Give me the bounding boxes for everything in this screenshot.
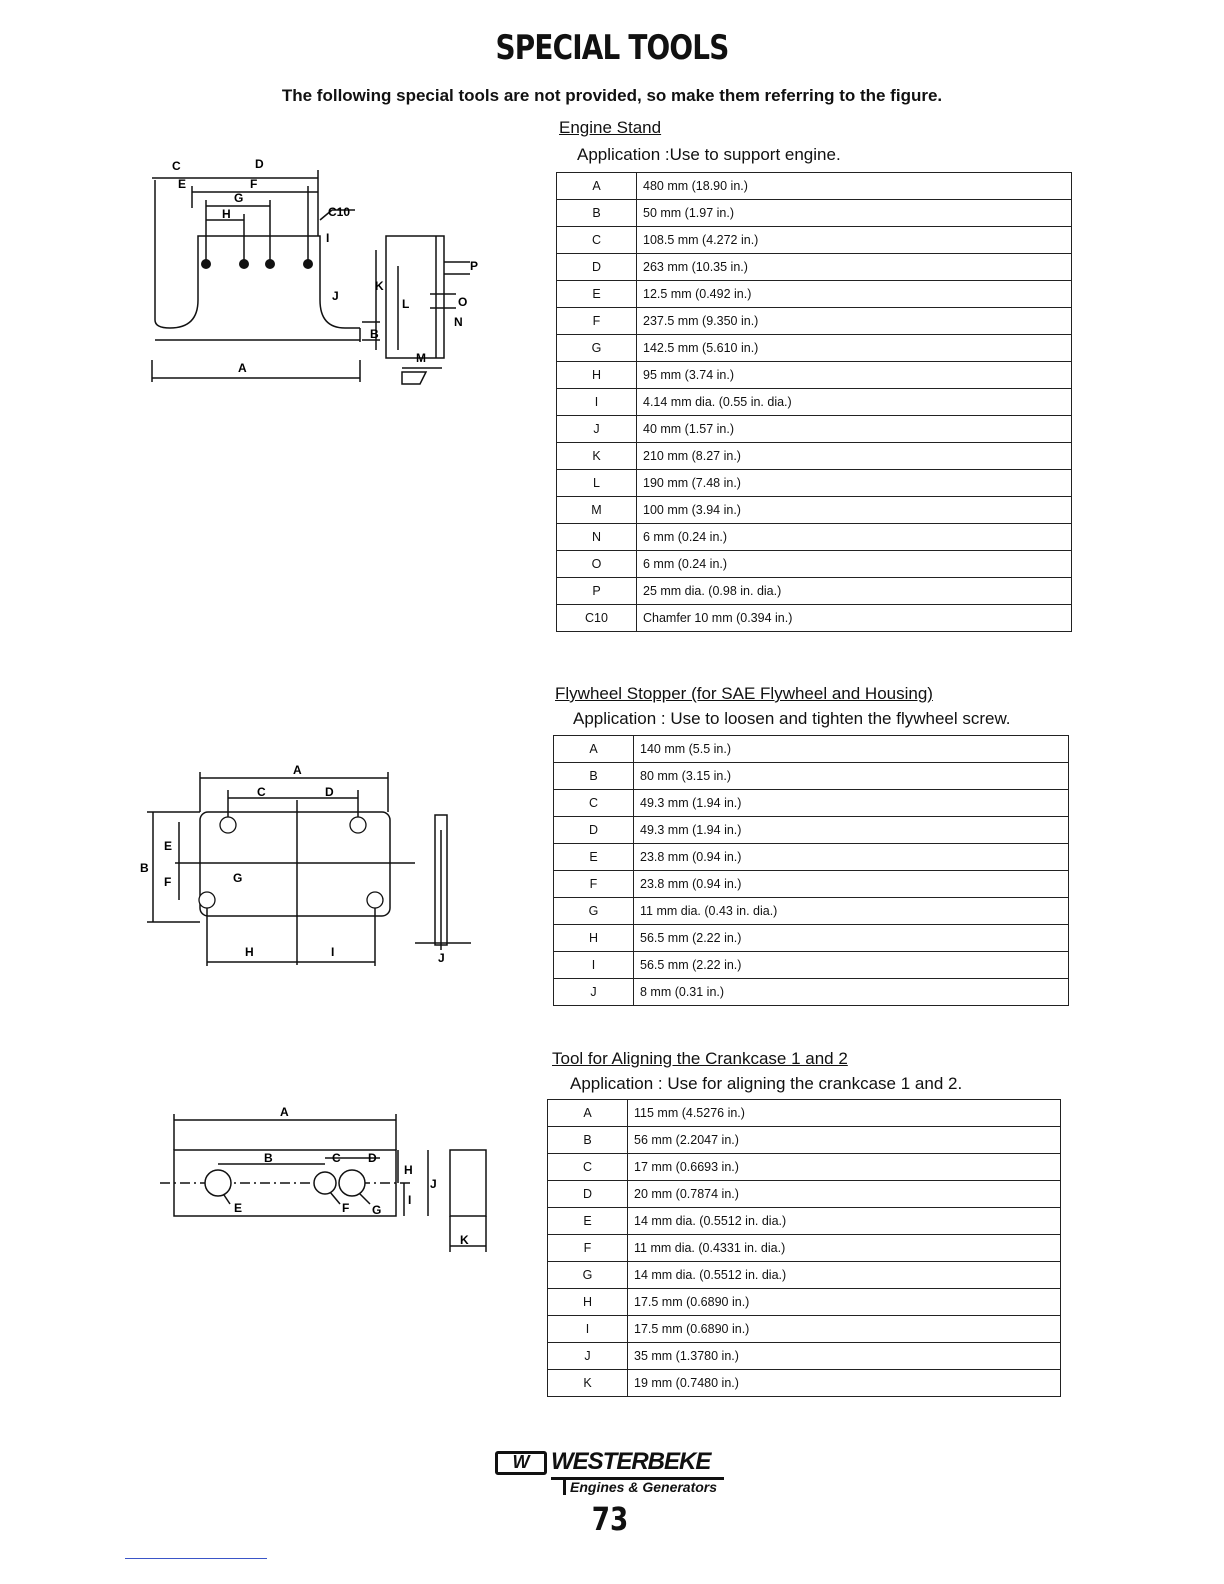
spec-row: [548, 1127, 1061, 1154]
figure-label: B: [264, 1151, 273, 1165]
spec-row: [557, 308, 1072, 335]
spec-table-engine-stand: [556, 172, 1072, 632]
spec-value: 40 mm (1.57 in.): [637, 416, 1072, 443]
section-title-crankcase-tool: Tool for Aligning the Crankcase 1 and 2: [552, 1049, 848, 1068]
section-application-engine-stand: Application :Use to support engine.: [577, 145, 841, 164]
spec-value: 8 mm (0.31 in.): [634, 979, 1069, 1006]
figure-label: G: [233, 871, 243, 885]
spec-key: E: [548, 1208, 628, 1235]
spec-row: [548, 1262, 1061, 1289]
spec-row: [554, 952, 1069, 979]
figure-label: N: [454, 315, 463, 329]
spec-value: 17 mm (0.6693 in.): [628, 1154, 1061, 1181]
figure-label: I: [331, 945, 335, 959]
figure-label: K: [460, 1233, 469, 1247]
spec-row: [548, 1316, 1061, 1343]
spec-key: G: [548, 1262, 628, 1289]
figure-label: J: [332, 289, 339, 303]
spec-row: [548, 1181, 1061, 1208]
spec-row: [554, 898, 1069, 925]
spec-key: O: [557, 551, 637, 578]
figure-label: H: [245, 945, 254, 959]
spec-value: 237.5 mm (9.350 in.): [637, 308, 1072, 335]
spec-key: K: [557, 443, 637, 470]
spec-value: 210 mm (8.27 in.): [637, 443, 1072, 470]
figure-label: J: [430, 1177, 437, 1191]
spec-key: C: [557, 227, 637, 254]
spec-value: 49.3 mm (1.94 in.): [634, 817, 1069, 844]
engine-stand-figure-labels: [172, 157, 478, 375]
figure-label: J: [438, 951, 445, 965]
spec-value: 480 mm (18.90 in.): [637, 173, 1072, 200]
spec-key: G: [554, 898, 634, 925]
figure-label: H: [404, 1163, 413, 1177]
figure-label: C: [172, 159, 181, 173]
figure-label: A: [280, 1105, 289, 1119]
figure-label: D: [368, 1151, 377, 1165]
figure-label: C10: [328, 205, 351, 219]
spec-row: [554, 844, 1069, 871]
figure-label: G: [372, 1203, 382, 1217]
figure-label: B: [370, 327, 379, 341]
spec-value: 49.3 mm (1.94 in.): [634, 790, 1069, 817]
spec-row: [554, 790, 1069, 817]
page-number: 73: [591, 1500, 629, 1538]
spec-row: [548, 1208, 1061, 1235]
spec-row: [554, 817, 1069, 844]
figure-label: F: [342, 1201, 350, 1215]
spec-key: F: [557, 308, 637, 335]
figure-label: C: [257, 785, 266, 799]
spec-table-flywheel-stopper: [553, 735, 1069, 1006]
spec-value: 23.8 mm (0.94 in.): [634, 844, 1069, 871]
spec-row: [557, 389, 1072, 416]
figure-label: P: [470, 259, 479, 273]
figure-label: M: [416, 351, 426, 365]
flywheel-stopper-figure: [135, 760, 485, 975]
figure-label: D: [325, 785, 334, 799]
spec-key: H: [554, 925, 634, 952]
westerbeke-logo: [495, 1447, 765, 1502]
figure-label: E: [234, 1201, 243, 1215]
spec-value: 11 mm dia. (0.43 in. dia.): [634, 898, 1069, 925]
spec-row: [548, 1343, 1061, 1370]
spec-row: [548, 1100, 1061, 1127]
spec-value: 50 mm (1.97 in.): [637, 200, 1072, 227]
spec-row: [557, 227, 1072, 254]
crankcase-tool-figure: [160, 1100, 500, 1260]
spec-key: B: [554, 763, 634, 790]
spec-row: [548, 1289, 1061, 1316]
spec-key: A: [548, 1100, 628, 1127]
spec-row: [557, 470, 1072, 497]
figure-label: D: [255, 157, 264, 171]
spec-row: [557, 416, 1072, 443]
spec-value: 140 mm (5.5 in.): [634, 736, 1069, 763]
figure-label: L: [402, 297, 410, 311]
spec-row: [557, 335, 1072, 362]
spec-row: [548, 1370, 1061, 1397]
spec-value: 95 mm (3.74 in.): [637, 362, 1072, 389]
spec-key: K: [548, 1370, 628, 1397]
spec-key: D: [548, 1181, 628, 1208]
figure-label: A: [238, 361, 247, 375]
figure-label: I: [326, 231, 330, 245]
spec-key: N: [557, 524, 637, 551]
spec-row: [557, 551, 1072, 578]
spec-key: H: [548, 1289, 628, 1316]
spec-key: C: [554, 790, 634, 817]
spec-value: Chamfer 10 mm (0.394 in.): [637, 605, 1072, 632]
section-title-engine-stand: Engine Stand: [559, 118, 662, 137]
spec-key: A: [557, 173, 637, 200]
spec-value: 12.5 mm (0.492 in.): [637, 281, 1072, 308]
spec-key: I: [557, 389, 637, 416]
spec-row: [557, 605, 1072, 632]
spec-row: [557, 173, 1072, 200]
figure-label: K: [375, 279, 384, 293]
spec-key: D: [557, 254, 637, 281]
figure-label: G: [234, 191, 244, 205]
spec-value: 11 mm dia. (0.4331 in. dia.): [628, 1235, 1061, 1262]
spec-key: D: [554, 817, 634, 844]
spec-row: [548, 1235, 1061, 1262]
spec-key: I: [554, 952, 634, 979]
spec-row: [554, 763, 1069, 790]
spec-key: J: [548, 1343, 628, 1370]
spec-key: A: [554, 736, 634, 763]
spec-key: M: [557, 497, 637, 524]
spec-value: 17.5 mm (0.6890 in.): [628, 1316, 1061, 1343]
figure-label: A: [293, 763, 302, 777]
logo-tagline: Engines & Generators: [563, 1479, 717, 1495]
spec-value: 100 mm (3.94 in.): [637, 497, 1072, 524]
spec-value: 19 mm (0.7480 in.): [628, 1370, 1061, 1397]
spec-value: 14 mm dia. (0.5512 in. dia.): [628, 1208, 1061, 1235]
spec-row: [554, 871, 1069, 898]
section-application-crankcase-tool: Application : Use for aligning the crankcase 1 and 2.: [570, 1074, 963, 1093]
footer-rule: [125, 1558, 267, 1559]
spec-value: 142.5 mm (5.610 in.): [637, 335, 1072, 362]
figure-label: O: [458, 295, 468, 309]
spec-key: F: [548, 1235, 628, 1262]
spec-key: F: [554, 871, 634, 898]
spec-key: I: [548, 1316, 628, 1343]
logo-brand: WESTERBEKE: [551, 1447, 724, 1480]
spec-key: E: [557, 281, 637, 308]
spec-key: C10: [557, 605, 637, 632]
spec-row: [557, 200, 1072, 227]
spec-key: P: [557, 578, 637, 605]
spec-value: 35 mm (1.3780 in.): [628, 1343, 1061, 1370]
spec-key: B: [557, 200, 637, 227]
spec-row: [554, 979, 1069, 1006]
spec-row: [554, 925, 1069, 952]
spec-row: [548, 1154, 1061, 1181]
spec-key: G: [557, 335, 637, 362]
spec-value: 20 mm (0.7874 in.): [628, 1181, 1061, 1208]
spec-key: E: [554, 844, 634, 871]
spec-value: 56.5 mm (2.22 in.): [634, 925, 1069, 952]
spec-value: 115 mm (4.5276 in.): [628, 1100, 1061, 1127]
figure-label: F: [164, 875, 172, 889]
spec-value: 23.8 mm (0.94 in.): [634, 871, 1069, 898]
spec-value: 14 mm dia. (0.5512 in. dia.): [628, 1262, 1061, 1289]
spec-row: [557, 362, 1072, 389]
spec-value: 4.14 mm dia. (0.55 in. dia.): [637, 389, 1072, 416]
spec-value: 6 mm (0.24 in.): [637, 524, 1072, 551]
logo-mark: W: [495, 1451, 547, 1475]
figure-label: E: [164, 839, 173, 853]
spec-row: [557, 281, 1072, 308]
section-title-flywheel-stopper: Flywheel Stopper (for SAE Flywheel and Housing): [555, 684, 933, 703]
spec-row: [557, 497, 1072, 524]
figure-label: F: [250, 177, 258, 191]
spec-value: 17.5 mm (0.6890 in.): [628, 1289, 1061, 1316]
spec-key: J: [557, 416, 637, 443]
spec-table-crankcase-tool: [547, 1099, 1061, 1397]
spec-value: 56.5 mm (2.22 in.): [634, 952, 1069, 979]
spec-value: 56 mm (2.2047 in.): [628, 1127, 1061, 1154]
page-subtitle: The following special tools are not provided, so make them referring to the figure.: [281, 86, 943, 105]
engine-stand-figure: [140, 150, 500, 400]
figure-label: I: [408, 1193, 412, 1207]
spec-key: B: [548, 1127, 628, 1154]
spec-value: 190 mm (7.48 in.): [637, 470, 1072, 497]
figure-label: E: [178, 177, 187, 191]
spec-value: 80 mm (3.15 in.): [634, 763, 1069, 790]
figure-label: H: [222, 207, 231, 221]
spec-row: [557, 578, 1072, 605]
figure-label: B: [140, 861, 149, 875]
spec-value: 6 mm (0.24 in.): [637, 551, 1072, 578]
spec-key: C: [548, 1154, 628, 1181]
spec-key: L: [557, 470, 637, 497]
spec-key: J: [554, 979, 634, 1006]
spec-row: [557, 254, 1072, 281]
spec-value: 25 mm dia. (0.98 in. dia.): [637, 578, 1072, 605]
spec-row: [554, 736, 1069, 763]
spec-value: 108.5 mm (4.272 in.): [637, 227, 1072, 254]
spec-row: [557, 443, 1072, 470]
spec-value: 263 mm (10.35 in.): [637, 254, 1072, 281]
page-title: SPECIAL TOOLS: [495, 28, 729, 68]
spec-row: [557, 524, 1072, 551]
figure-label: C: [332, 1151, 341, 1165]
spec-key: H: [557, 362, 637, 389]
section-application-flywheel-stopper: Application : Use to loosen and tighten the flywheel screw.: [573, 709, 1011, 728]
